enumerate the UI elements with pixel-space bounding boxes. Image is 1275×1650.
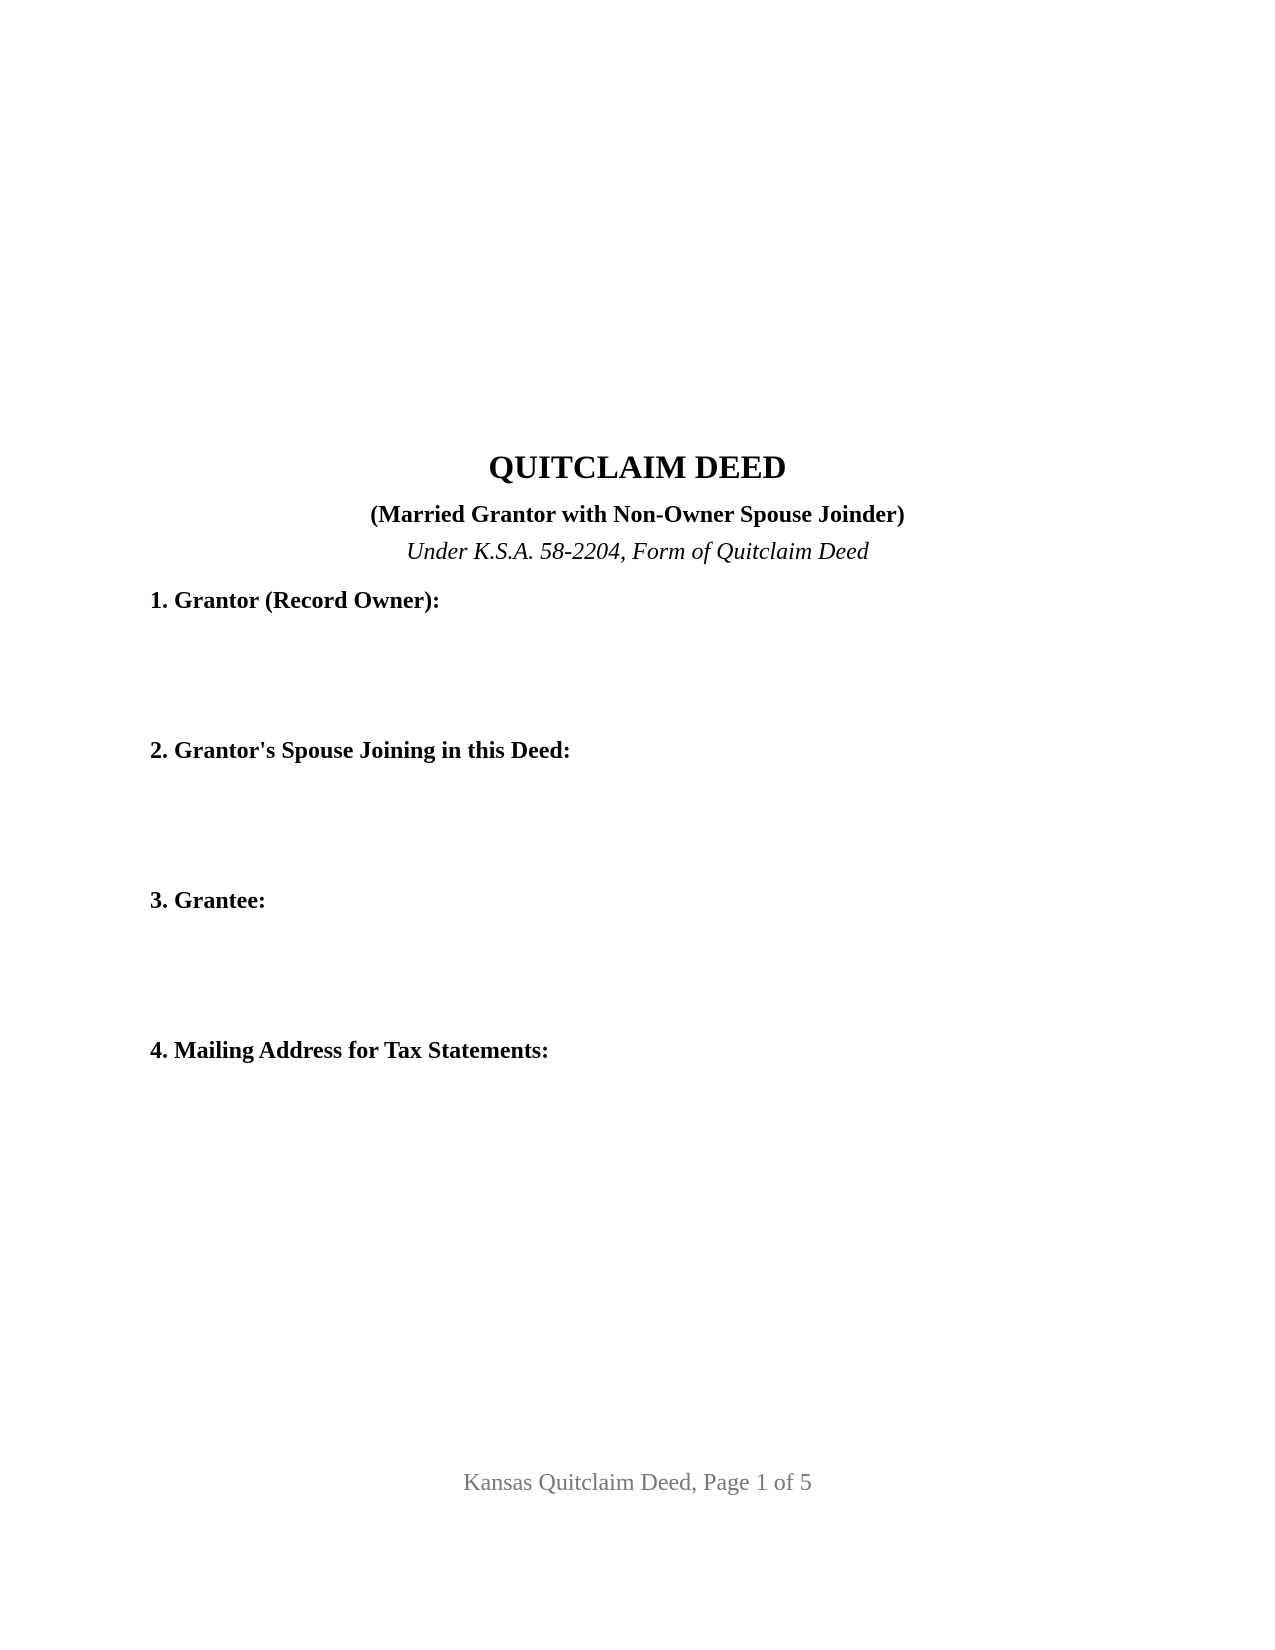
section-grantor-label: 1. Grantor (Record Owner):	[150, 588, 441, 614]
section-grantor-spouse-label: 2. Grantor's Spouse Joining in this Deed:	[150, 738, 571, 764]
document-subtitle: (Married Grantor with Non-Owner Spouse Joinder)	[370, 502, 905, 528]
section-grantee-label: 3. Grantee:	[150, 888, 266, 914]
page-footer: Kansas Quitclaim Deed, Page 1 of 5	[463, 1470, 812, 1496]
section-tax-mailing-address-label: 4. Mailing Address for Tax Statements:	[150, 1038, 550, 1064]
document-title: QUITCLAIM DEED	[488, 450, 787, 486]
statute-reference: Under K.S.A. 58-2204, Form of Quitclaim Deed	[406, 539, 869, 565]
